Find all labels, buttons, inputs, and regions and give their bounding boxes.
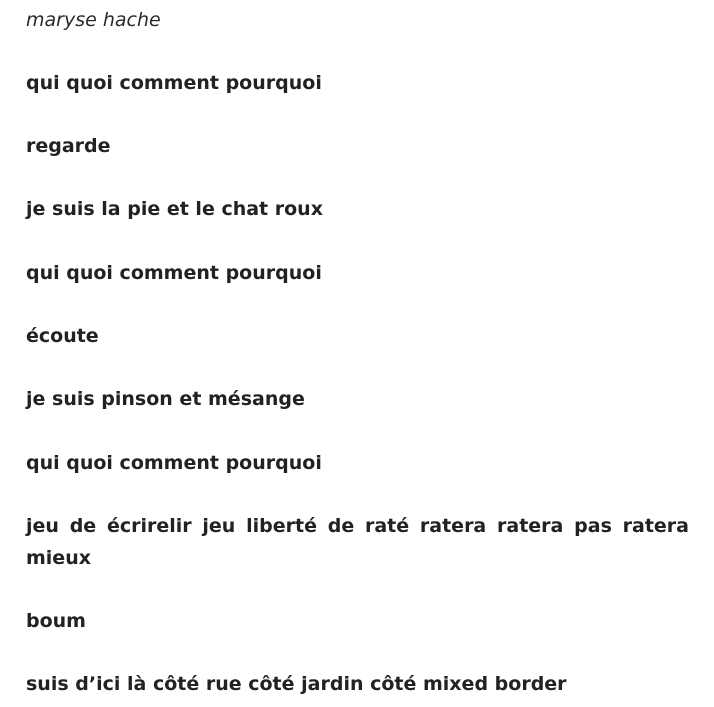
poem-line-2: regarde [26,135,111,157]
poem-line-1: qui quoi comment pourquoi [26,72,322,94]
poem-line-5: écoute [26,325,99,347]
poem-line-10: suis d’ici là côté rue côté jardin côté mixed border [26,673,567,695]
poem-line-7: qui quoi comment pourquoi [26,452,322,474]
poem-line-3: je suis la pie et le chat roux [26,198,323,220]
poem-line-4: qui quoi comment pourquoi [26,262,322,284]
poem-line-6: je suis pinson et mésange [26,388,305,410]
poem-line-8: jeu de écrirelir jeu liberté de raté ratera ratera pas ratera mieux [26,515,689,569]
author-name: maryse hache [26,9,161,31]
poem-line-9: boum [26,610,86,632]
